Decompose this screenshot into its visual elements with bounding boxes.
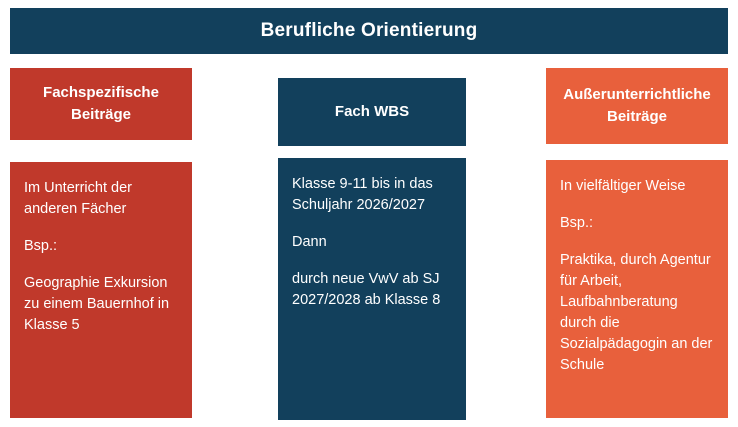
column-header-ausserunterrichtliche: [546, 68, 728, 144]
column-header-label: Fachspezifische Beiträge: [43, 83, 159, 123]
column-body-paragraph: Bsp.:: [24, 238, 58, 255]
column-body-fachspezifische: [10, 162, 192, 418]
column-body-paragraph: Bsp.:: [560, 215, 594, 232]
page-title: Berufliche Orientierung: [260, 20, 478, 41]
column-header-fachspezifische: [10, 68, 192, 140]
column-body-paragraph: Im Unterricht der anderen Fächer: [24, 180, 132, 218]
column-body-paragraph: Praktika, durch Agentur für Arbeit, Laufbahnberatung durch die Sozialpädagogin an der Schule: [560, 252, 713, 374]
column-body-ausserunterrichtliche: [546, 160, 728, 418]
column-body-fach-wbs: [278, 158, 466, 420]
column-header-label: Außerunterrichtliche Beiträge: [563, 85, 711, 125]
column-header-fach-wbs: [278, 78, 466, 146]
column-body-paragraph: Klasse 9-11 bis in das Schuljahr 2026/2027: [292, 176, 433, 214]
column-body-paragraph: Dann: [292, 234, 327, 251]
title-banner: [10, 8, 728, 54]
column-body-paragraph: durch neue VwV ab SJ 2027/2028 ab Klasse 8: [292, 271, 441, 309]
column-body-paragraph: Geographie Exkursion zu einem Bauernhof in Klasse 5: [24, 275, 170, 334]
column-body-paragraph: In vielfältiger Weise: [560, 178, 686, 194]
column-header-label: Fach WBS: [334, 102, 410, 120]
